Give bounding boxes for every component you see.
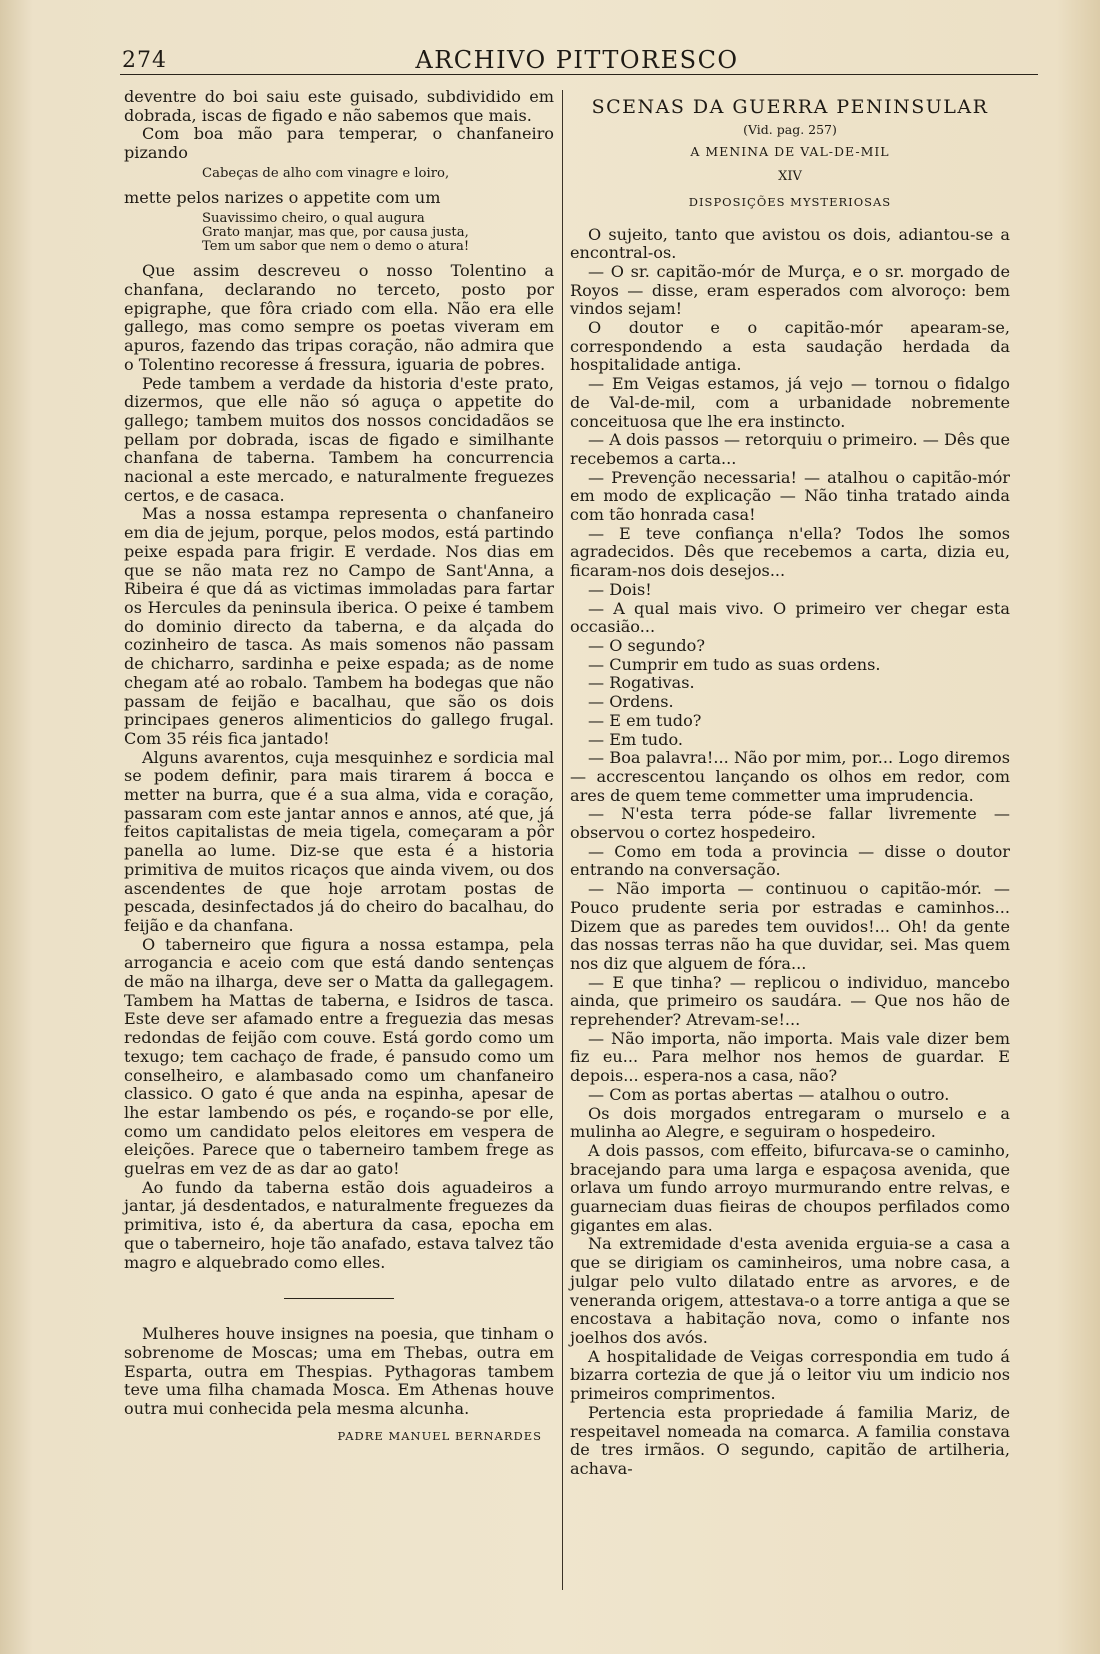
- story-paragraph: — Em Veigas estamos, já vejo — tornou o fidalgo de Val-de-mil, com a urbanidade nobremente conceituosa que lhe era instincto.: [570, 374, 1010, 431]
- paragraph: Ao fundo da taberna estão dois aguadeiros a jantar, já desdentados, e naturalmente freguezes da primitiva, isto é, da abertura da casa, epocha em que o taberneiro, hoje tão anafado, estava talvez tão magro e alquebrado como elles.: [124, 1177, 554, 1272]
- story-paragraph: — Não importa, não importa. Mais vale dizer bem fiz eu... Para melhor nos hemos de guardar. E depois... espera-nos a casa, não?: [570, 1028, 1010, 1086]
- story-paragraph: — Com as portas abertas — atalhou o outro.: [588, 1084, 950, 1104]
- section-separator: [284, 1298, 394, 1299]
- intro-line: Com boa mão para temperar, o chanfaneiro pizando: [124, 124, 554, 163]
- paragraph: O taberneiro que figura a nossa estampa, pela arrogancia e aceio com que está dando sentenças de mão na ilharga, deve ser o Matta da gallegagem. Tambem ha Mattas de taberna, e Isidros de tasca. Este deve ser afamado entre a freguezia das mesas redondas de feijão com couve. Está gordo como um texugo; tem cachaço de frade, é pansudo como um conselheiro, e alambasado como um chanfaneiro classico. O gato é que anda na espinha, apesar de lhe estar lambendo os pés, e roçando-se por elle, como um candidato pelos eleitores em vespera de eleições. Parece que o taberneiro tambem frege as guelras em vez de as dar ao gato!: [124, 934, 554, 1179]
- paragraph: Alguns avarentos, cuja mesquinhez e sordicia mal se podem definir, para mais tirarem á bocca e metter na burra, que é a sua alma, vida e coração, passaram com este jantar annos e annos, até que, já feitos capitalistas de meia tigela, começaram a pôr panella ao lume. Diz-se que esta é a historia primitiva de muitos ricaços que ainda vivem, ou dos ascendentes de que hoje arrotam postas de pescada, desinfectados já do cheiro do bacalhau, do feijão e da chanfana.: [124, 747, 554, 935]
- story-paragraph: — E que tinha? — replicou o individuo, mancebo ainda, que primeiro os saudára. — Que nos hão de reprehender? Atrevam-se!...: [570, 972, 1010, 1030]
- story-paragraph: — Em tudo.: [588, 729, 683, 749]
- story-body: [570, 226, 1010, 1479]
- paragraph: Mas a nossa estampa representa o chanfaneiro em dia de jejum, porque, pelos modos, está partindo peixe espada para frigir. E verdade. Nos dias em que se não mata rez no Campo de Sant'Anna, a Ribeira é que dá as victimas immoladas para fartar os Hercules da peninsula iberica. O peixe é tambem do dominio directo da taberna, e da alçada do cozinheiro de tasca. As mais somenos não passam de chicharro, sardinha e peixe espada; as de nome chegam até ao robalo. Tambem ha bodegas que não passam de feijão e bacalhau, que são os dois principaes generos alimenticios do gallego frugal. Com 35 réis fica jantado!: [124, 504, 554, 748]
- story-paragraph: — A dois passos — retorquiu o primeiro. — Dês que recebemos a carta...: [570, 430, 1010, 468]
- intro-line: deventre do boi saiu este guisado, subdividido em dobrada, iscas de figado e não sabemos que mais.: [124, 87, 554, 125]
- story-paragraph: O doutor e o capitão-mór apearam-se, correspondendo a esta saudação herdada da hospitalidade antiga.: [570, 318, 1010, 375]
- chapter-number: XIV: [778, 169, 802, 185]
- quote-author: PADRE MANUEL BERNARDES: [337, 1428, 542, 1443]
- story-paragraph: — Rogativas.: [588, 673, 695, 693]
- story-paragraph: A dois passos, com effeito, bifurcava-se o caminho, bracejando para uma larga e espaçosa avenida, que orlava um fundo arroyo murmurando entre relvas, e guarneciam duas fieiras de choupos perfilados como gigantes em alas.: [570, 1140, 1010, 1235]
- page-number: 274: [122, 48, 167, 73]
- chapter-title: DISPOSIÇÕES MYSTERIOSAS: [688, 194, 892, 209]
- section-subtitle: A MENINA DE VAL-DE-MIL: [690, 144, 890, 160]
- story-paragraph: — Prevenção necessaria! — atalhou o capitão-mór em modo de explicação — Não tinha tratado ainda com tão honrada casa!: [570, 467, 1010, 525]
- story-paragraph: — O segundo?: [588, 635, 705, 655]
- section-title: SCENAS DA GUERRA PENINSULAR: [591, 96, 989, 118]
- story-paragraph: Os dois morgados entregaram o murselo e a mulinha ao Alegre, e seguiram o hospedeiro.: [570, 1103, 1010, 1142]
- left-column: [124, 88, 554, 1446]
- paragraph: Pede tambem a verdade da historia d'este prato, dizermos, que elle não só aguça o appetite do gallego; tambem muitos dos nossos concidadãos se pellam por dobrada, iscas de figado e similhante chanfana de taberna. Tambem ha concurrencia nacional a este mercado, e naturalmente freguezes certos, e de casaca.: [124, 373, 554, 505]
- story-paragraph: — Ordens.: [588, 692, 674, 712]
- right-column: [570, 88, 1010, 1479]
- story-paragraph: — Cumprir em tudo as suas ordens.: [588, 654, 881, 674]
- verse-epigraph-1: [202, 167, 554, 181]
- line-after-verse: mette pelos narizes o appetite com um: [124, 188, 441, 208]
- page-header: [118, 44, 1036, 78]
- story-paragraph: A hospitalidade de Veigas correspondia em tudo á bizarra cortezia de que já o leitor viu um indicio nos primeiros comprimentos.: [570, 1346, 1010, 1404]
- paragraph: Que assim descreveu o nosso Tolentino a chanfana, declarando no terceto, posto por epigraphe, que fôra criado com ella. Não era elle gallego, mas como sempre os poetas viveram em apuros, fazendo das tripas coração, não admira que o Tolentino recoresse á fressura, iguaria de pobres.: [124, 261, 554, 374]
- quote-paragraph: Mulheres houve insignes na poesia, que tinham o sobrenome de Moscas; uma em Thebas, outra em Esparta, outra em Thespias. Pythagoras tambem teve uma filha chamada Mosca. Em Athenas houve outra mui conhecida pela mesma alcunha.: [124, 1324, 554, 1419]
- column-divider: [562, 90, 563, 1590]
- header-rule: [120, 74, 1038, 75]
- story-paragraph: — Não importa — continuou o capitão-mór. — Pouco prudente seria por estradas e caminhos... Dizem que as paredes tem ouvidos!... Oh! da gente das nossas terras não ha que duvidar, sei. Mas quem nos diz que alguem de fóra...: [570, 879, 1010, 973]
- verse-line: Suavissimo cheiro, o qual augura: [202, 210, 425, 226]
- verse-epigraph-2: [202, 212, 554, 255]
- story-paragraph: — Boa palavra!... Não por mim, por... Logo diremos — accrescentou lançando os olhos em redor, com ares de quem teme commetter uma imprudencia.: [570, 748, 1010, 805]
- story-paragraph: O sujeito, tanto que avistou os dois, adiantou-se a encontral-os.: [570, 224, 1010, 263]
- story-paragraph: — E teve confiança n'ella? Todos lhe somos agradecidos. Dês que recebemos a carta, dizia eu, ficaram-nos dois desejos...: [570, 523, 1010, 581]
- story-paragraph: Pertencia esta propriedade á familia Mariz, de respeitavel nomeada na comarca. A familia constava de tres irmãos. O segundo, capitão de artilheria, achava-: [570, 1402, 1010, 1478]
- publication-title: ARCHIVO PITTORESCO: [415, 46, 739, 74]
- story-paragraph: — N'esta terra póde-se fallar livremente — observou o cortez hospedeiro.: [570, 804, 1010, 843]
- story-paragraph: — Dois!: [588, 579, 652, 599]
- verse-line: Cabeças de alho com vinagre e loiro,: [202, 165, 450, 181]
- verse-line: Grato manjar, mas que, por causa justa,: [202, 224, 469, 240]
- section-reference: (Vid. pag. 257): [743, 121, 837, 137]
- story-paragraph: — A qual mais vivo. O primeiro ver chegar esta occasião...: [570, 598, 1010, 637]
- story-paragraph: — O sr. capitão-mór de Murça, e o sr. morgado de Royos — disse, eram esperados com alvoroço: bem vindos sejam!: [570, 261, 1010, 319]
- story-paragraph: — Como em toda a provincia — disse o doutor entrando na conversação.: [570, 841, 1010, 880]
- verse-line: Tem um sabor que nem o demo o atura!: [202, 239, 470, 255]
- story-paragraph: Na extremidade d'esta avenida erguia-se a casa a que se dirigiam os caminheiros, uma nobre casa, a julgar pelo vulto dilatado entre as arvores, e de veneranda origem, attestava-o a torre antiga a que se encostava a habitação nova, como o infante nos joelhos dos avós.: [570, 1234, 1010, 1347]
- story-paragraph: — E em tudo?: [588, 710, 702, 730]
